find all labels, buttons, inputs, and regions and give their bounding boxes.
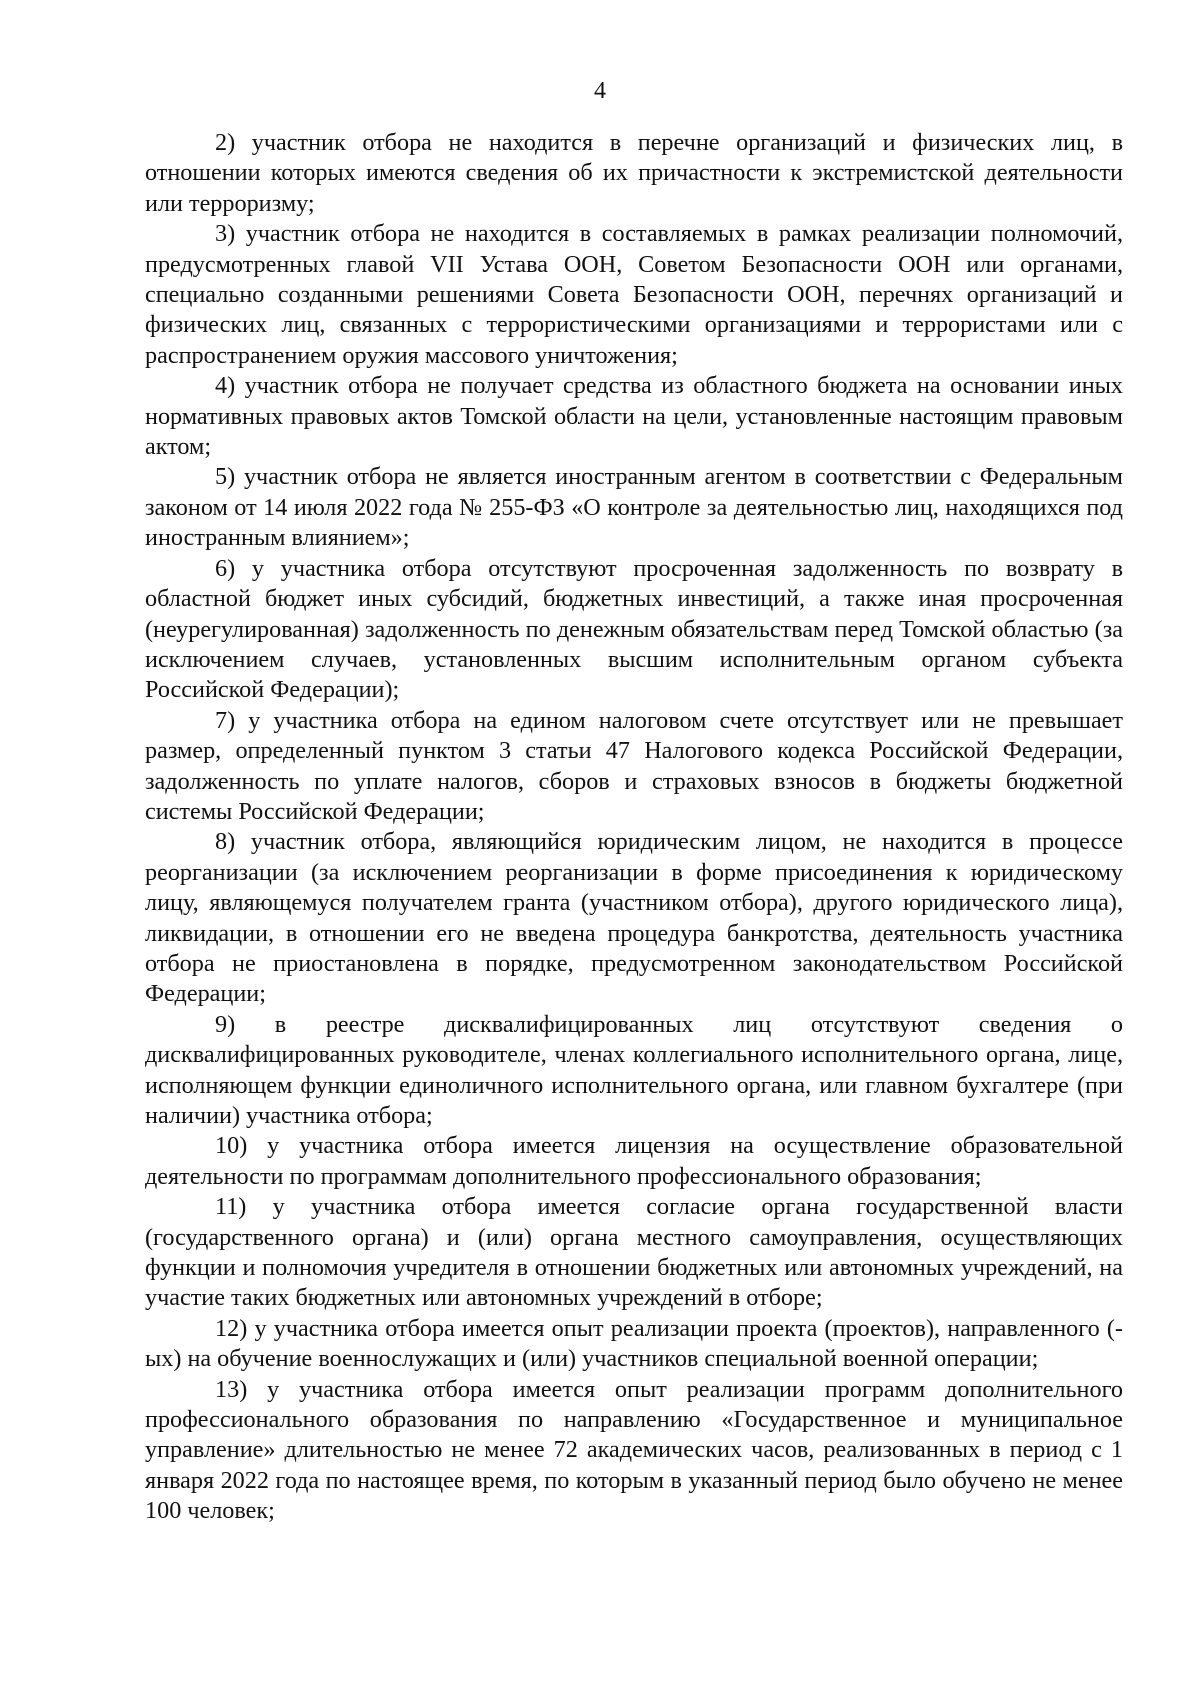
paragraph-5: 5) участник отбора не является иностранным агентом в соответствии с Федеральным законом от 14 июля 2022 года № 255-ФЗ «О контроле за деятельностью лиц, находящихся под иностранным влиянием»;: [145, 463, 1123, 552]
page-number: 4: [594, 78, 606, 104]
paragraph-12: 12) у участника отбора имеется опыт реализации проекта (проектов), направленного (-ых) на обучение военнослужащих и (или) участников специальной военной операции;: [145, 1314, 1123, 1373]
paragraph-3: 3) участник отбора не находится в составляемых в рамках реализации полномочий, предусмотренных главой VII Устава ООН, Советом Безопасности ООН или органами, специально созданными решениями Совета Безопасности ООН, перечнях организаций и физических лиц, связанных с террористическими организациями и террористами или с распространением оружия массового уничтожения;: [145, 220, 1123, 369]
paragraph-8: 8) участник отбора, являющийся юридическим лицом, не находится в процессе реорганизации (за исключением реорганизации в форме присоединения к юридическому лицу, являющемуся получателем гранта (участником отбора), другого юридического лица), ликвидации, в отношении его не введена процедура банкротства, деятельность участника отбора не приостановлена в порядке, предусмотренном законодательством Российской Федерации;: [145, 828, 1123, 1008]
paragraph-7: 7) у участника отбора на едином налоговом счете отсутствует или не превышает размер, определенный пунктом 3 статьи 47 Налогового кодекса Российской Федерации, задолженность по уплате налогов, сборов и страховых взносов в бюджеты бюджетной системы Российской Федерации;: [145, 706, 1123, 825]
document-body: [145, 128, 1123, 1527]
paragraph-2: 2) участник отбора не находится в перечне организаций и физических лиц, в отношении которых имеются сведения об их причастности к экстремистской деятельности или терроризму;: [145, 129, 1123, 217]
paragraph-9: 9) в реестре дисквалифицированных лиц отсутствуют сведения о дисквалифицированных руководителе, членах коллегиального исполнительного органа, лице, исполняющем функции единоличного исполнительного органа, или главном бухгалтере (при наличии) участника отбора;: [145, 1010, 1123, 1129]
paragraph-10: 10) у участника отбора имеется лицензия на осуществление образовательной деятельности по программам дополнительного профессионального образования;: [145, 1132, 1123, 1190]
paragraph-11: 11) у участника отбора имеется согласие органа государственной власти (государственного органа) и (или) органа местного самоуправления, осуществляющих функции и полномочия учредителя в отношении бюджетных или автономных учреждений, на участие таких бюджетных или автономных учреждений в отборе;: [145, 1193, 1123, 1312]
paragraph-4: 4) участник отбора не получает средства из областного бюджета на основании иных нормативных правовых актов Томской области на цели, установленные настоящим правовым актом;: [145, 372, 1123, 461]
paragraph-6: 6) у участника отбора отсутствуют просроченная задолженность по возврату в областной бюджет иных субсидий, бюджетных инвестиций, а также иная просроченная (неурегулированная) задолженность по денежным обязательствам перед Томской областью (за исключением случаев, установленных высшим исполнительным органом субъекта Российской Федерации);: [145, 554, 1123, 704]
paragraph-13: 13) у участника отбора имеется опыт реализации программ дополнительного профессионального образования по направлению «Государственное и муниципальное управление» длительностью не менее 72 академических часов, реализованных в период с 1 января 2022 года по настоящее время, по которым в указанный период было обучено не менее 100 человек;: [145, 1375, 1123, 1525]
